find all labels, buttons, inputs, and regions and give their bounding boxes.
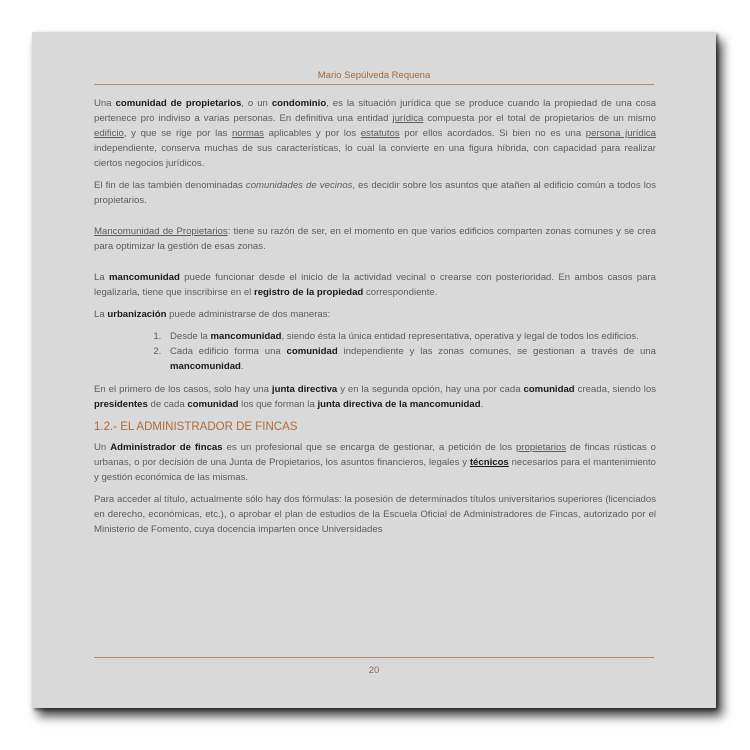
link-tecnicos[interactable]: técnicos [469,457,509,468]
list-item: 1. Desde la mancomunidad, siendo ésta la única entidad representativa, operativa y legal de todos los edificios. [164,329,656,344]
header-author: Mario Sepúlveda Requena [317,70,431,81]
paragraph-comunidad: Una comunidad de propietarios, o un condominio, es la situación jurídica que se produce cuando la propiedad de una cosa pertenece pro indiviso a varias personas. En definitiva una entidad jurídica compuesta por el total de propietarios de un mismo edificio, y que se rige por las normas aplicables y por los estatutos por ellos acordados. Si bien no es una persona jurídica independiente, conserva muchas de sus características, lo cual la convierte en una figura híbrida, con capacidad para realizar ciertos negocios jurídicos. [94,98,657,169]
link-propietarios[interactable]: propietarios [515,442,567,453]
paragraph-mancomunidad: La mancomunidad puede funcionar desde el inicio de la actividad vecinal o crearse con posterioridad. En ambos casos para legalizarla, tiene que inscribirse en el registro de la propiedad correspondiente. [94,272,656,298]
paragraph-mancomunidad-def: Mancomunidad de Propietarios: tiene su razón de ser, en el momento en que varios edificios comparten zonas comunes y se crea para optimizar la gestión de esas zonas. [94,226,657,252]
paragraph-fin: El fin de las también denominadas comunidades de vecinos, es decidir sobre los asuntos que atañen al edificio común a todos los propietarios. [94,180,656,206]
link-persona-juridica[interactable]: persona jurídica [585,128,657,139]
section-heading: 1.2.- EL ADMINISTRADOR DE FINCAS [94,421,298,433]
link-estatutos[interactable]: estatutos [360,128,400,139]
paragraph-administrador: Un Administrador de fincas es un profesional que se encarga de gestionar, a petición de los propietarios de fincas rústicas o urbanas, o por decisión de una Junta de Propietarios, los asuntos financieros, legales y técnicos necesarios para el mantenimiento y gestión económica de las mismas. [94,442,656,483]
page-header [94,70,654,85]
paragraph-titulo: Para acceder al título, actualmente sólo hay dos fórmulas: la posesión de determinados títulos universitarios superiores (licenciados en derecho, económicas, etc.), o aprobar el plan de estudios de la Escuela Oficial de Administradores de Fincas, autorizado por el Ministerio de Fomento, cuya docencia imparten once Universidades [94,494,656,535]
link-edificio[interactable]: edificio [94,128,124,139]
paragraph-urbanizacion: La urbanización puede administrarse de dos maneras: [94,309,331,320]
list-item: 2. Cada edificio forma una comunidad independiente y las zonas comunes, se gestionan a través de una mancomunidad. [164,344,656,374]
link-juridica[interactable]: jurídica [392,113,424,124]
page-footer [94,657,654,676]
paragraph-junta: En el primero de los casos, solo hay una junta directiva y en la segunda opción, hay una por cada comunidad creada, siendo los presidentes de cada comunidad los que forman la junta directiva de la mancomunidad. [94,384,657,410]
page-number: 20 [368,665,380,676]
list-maneras [94,329,656,374]
link-mancomunidad-propietarios[interactable]: Mancomunidad de Propietarios [94,226,228,237]
document-page [32,32,716,708]
link-normas[interactable]: normas [231,128,264,139]
page-content [94,96,656,544]
